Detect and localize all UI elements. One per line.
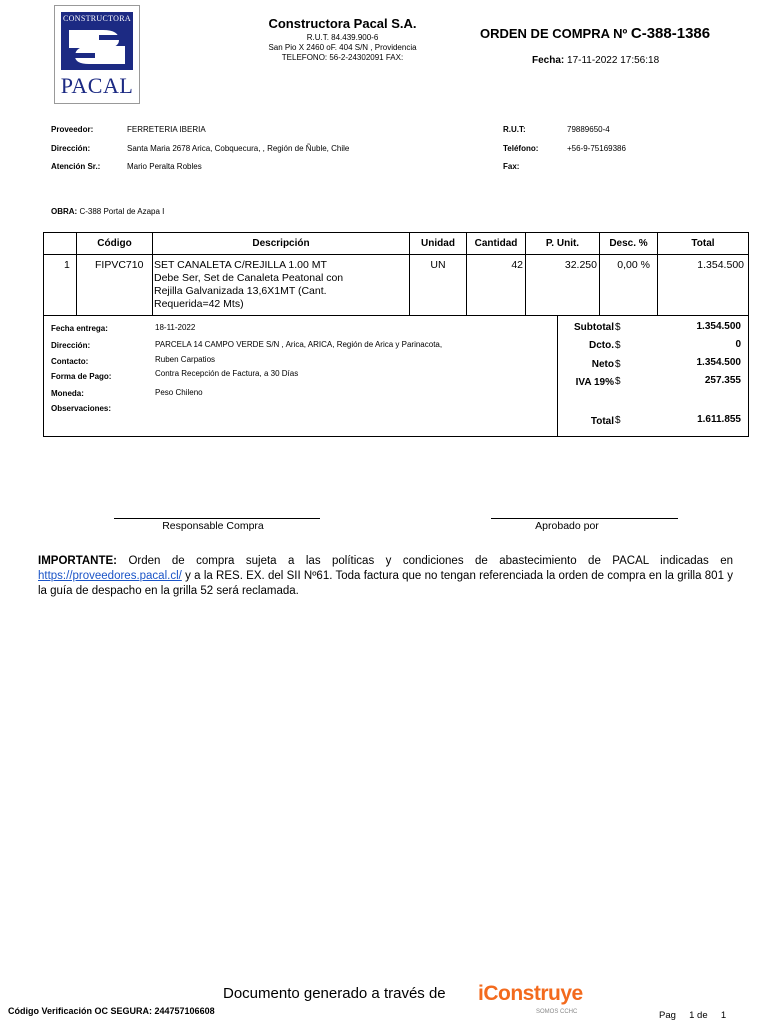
important-text-2: y a la RES. EX. del SII Nº61. Toda factura que no tengan referenciada la orden de compra en la grilla 801 y la guía de despacho en la grilla 52 será reclamada. — [38, 570, 733, 597]
total-currency: $ — [615, 415, 621, 426]
totals-divider — [557, 315, 558, 436]
contacto-label: Contacto: — [51, 357, 89, 366]
neto-currency: $ — [615, 359, 621, 370]
page-number: 1 — [689, 1010, 695, 1021]
contacto-value: Ruben Carpatios — [155, 355, 216, 364]
moneda-label: Moneda: — [51, 389, 84, 398]
company-logo — [54, 5, 140, 104]
order-title-prefix: ORDEN DE COMPRA Nº — [480, 26, 631, 41]
row-descripcion-line: SET CANALETA C/REJILLA 1.00 MT — [154, 259, 327, 271]
dcto-label: Dcto. — [589, 340, 614, 351]
row-punit: 32.250 — [564, 259, 597, 271]
row-desc: 0,00 % — [617, 259, 650, 271]
header-desc: Desc. % — [609, 238, 648, 249]
table-row-divider — [44, 315, 748, 316]
fax-label: Fax: — [503, 162, 520, 171]
row-descripcion-line: Debe Ser, Set de Canaleta Peatonal con — [154, 272, 344, 284]
iva-value: 257.355 — [704, 375, 741, 386]
signature-aprobado: Aprobado por — [535, 520, 599, 532]
company-phone: TELEFONO: 56-2-24302091 FAX: — [281, 53, 404, 62]
atencion-value: Mario Peralta Robles — [127, 162, 202, 171]
proveedor-value: FERRETERIA IBERIA — [127, 125, 206, 134]
company-header — [230, 16, 455, 63]
company-rut: R.U.T. 84.439.900-6 — [306, 33, 379, 42]
rut-label: R.U.T: — [503, 125, 526, 134]
total-label: Total — [590, 416, 614, 427]
moneda-value: Peso Chileno — [155, 388, 203, 397]
direccion-value: Santa Maria 2678 Arica, Cobquecura, , Región de Ñuble, Chile — [127, 144, 350, 153]
subtotal-currency: $ — [615, 322, 621, 333]
order-number: C-388-1386 — [630, 25, 711, 42]
forma-pago-value: Contra Recepción de Factura, a 30 Días — [155, 369, 299, 378]
signature-responsable: Responsable Compra — [162, 520, 264, 532]
row-descripcion-line: Requerida=42 Mts) — [154, 298, 244, 310]
header-unidad: Unidad — [421, 238, 455, 249]
header-cantidad: Cantidad — [474, 238, 518, 249]
neto-value: 1.354.500 — [696, 357, 741, 368]
direccion-label: Dirección: — [51, 144, 91, 153]
iconstruye-logo: iConstruye — [478, 982, 583, 1005]
page-of: de — [697, 1010, 708, 1021]
row-descripcion-line: Rejilla Galvanizada 13,6X1MT (Cant. — [154, 285, 327, 297]
row-unidad: UN — [430, 259, 446, 271]
logo-name: PACAL — [60, 73, 134, 98]
fecha-entrega-label: Fecha entrega: — [51, 324, 108, 333]
table-header-divider — [44, 254, 748, 255]
atencion-label: Atención Sr.: — [51, 162, 101, 171]
obra-value: C-388 Portal de Azapa I — [79, 207, 165, 216]
header-codigo: Código — [97, 238, 132, 249]
dcto-value: 0 — [735, 339, 741, 350]
header-punit: P. Unit. — [545, 238, 580, 249]
header-descripcion: Descripción — [252, 238, 310, 249]
fecha-entrega-value: 18-11-2022 — [155, 323, 196, 332]
obra — [51, 207, 164, 216]
row-codigo: FIPVC710 — [95, 259, 144, 271]
generated-by-text: Documento generado a través de — [223, 985, 446, 1002]
iconstruye-sub: SOMOS CCHC — [536, 1009, 578, 1015]
important-label: IMPORTANTE: — [38, 555, 118, 567]
row-descripcion — [154, 259, 408, 311]
proveedor-label: Proveedor: — [51, 125, 94, 134]
important-text-1: Orden de compra sujeta a las políticas y condiciones de abastecimiento de PACAL indicadas en — [117, 555, 733, 567]
page-indicator — [659, 1010, 726, 1021]
order-date-value: 17-11-2022 17:56:18 — [567, 55, 660, 66]
forma-pago-label: Forma de Pago: — [51, 372, 112, 381]
logo-mark-icon — [69, 26, 125, 68]
subtotal-value: 1.354.500 — [696, 321, 741, 332]
dcto-currency: $ — [615, 340, 621, 351]
important-notice — [38, 554, 733, 599]
signature-line-left — [114, 518, 320, 519]
logo-emblem — [61, 12, 133, 70]
entrega-direccion-label: Dirección: — [51, 341, 91, 350]
observaciones-label: Observaciones: — [51, 404, 112, 413]
telefono-value: +56-9-75169386 — [567, 144, 626, 153]
signature-line-right — [491, 518, 678, 519]
order-title — [480, 25, 710, 42]
obra-label: OBRA: — [51, 207, 78, 216]
order-date-label: Fecha: — [532, 55, 565, 66]
row-number: 1 — [64, 259, 70, 271]
page-label: Pag — [659, 1010, 676, 1021]
entrega-direccion-value: PARCELA 14 CAMPO VERDE S/N , Arica, ARICA, Región de Arica y Parinacota, — [155, 340, 443, 349]
iva-label: IVA 19% — [575, 377, 614, 388]
subtotal-label: Subtotal — [574, 322, 614, 333]
iva-currency: $ — [615, 376, 621, 387]
neto-label: Neto — [591, 359, 614, 370]
header-total: Total — [691, 238, 715, 249]
page-total: 1 — [720, 1010, 727, 1021]
items-table — [43, 232, 749, 437]
logo-top-text: CONSTRUCTORA — [63, 14, 131, 23]
proveedores-link[interactable]: https://proveedores.pacal.cl/ — [38, 570, 182, 582]
total-value: 1.611.855 — [697, 414, 741, 425]
verification-code: Código Verificación OC SEGURA: 244757106608 — [8, 1006, 215, 1016]
row-total: 1.354.500 — [697, 259, 744, 271]
order-date — [532, 55, 659, 66]
company-address: San Pio X 2460 oF. 404 S/N , Providencia — [268, 43, 417, 52]
rut-value: 79889650-4 — [567, 125, 610, 134]
row-cantidad: 42 — [511, 259, 523, 271]
company-name: Constructora Pacal S.A. — [268, 16, 417, 31]
telefono-label: Teléfono: — [503, 144, 539, 153]
